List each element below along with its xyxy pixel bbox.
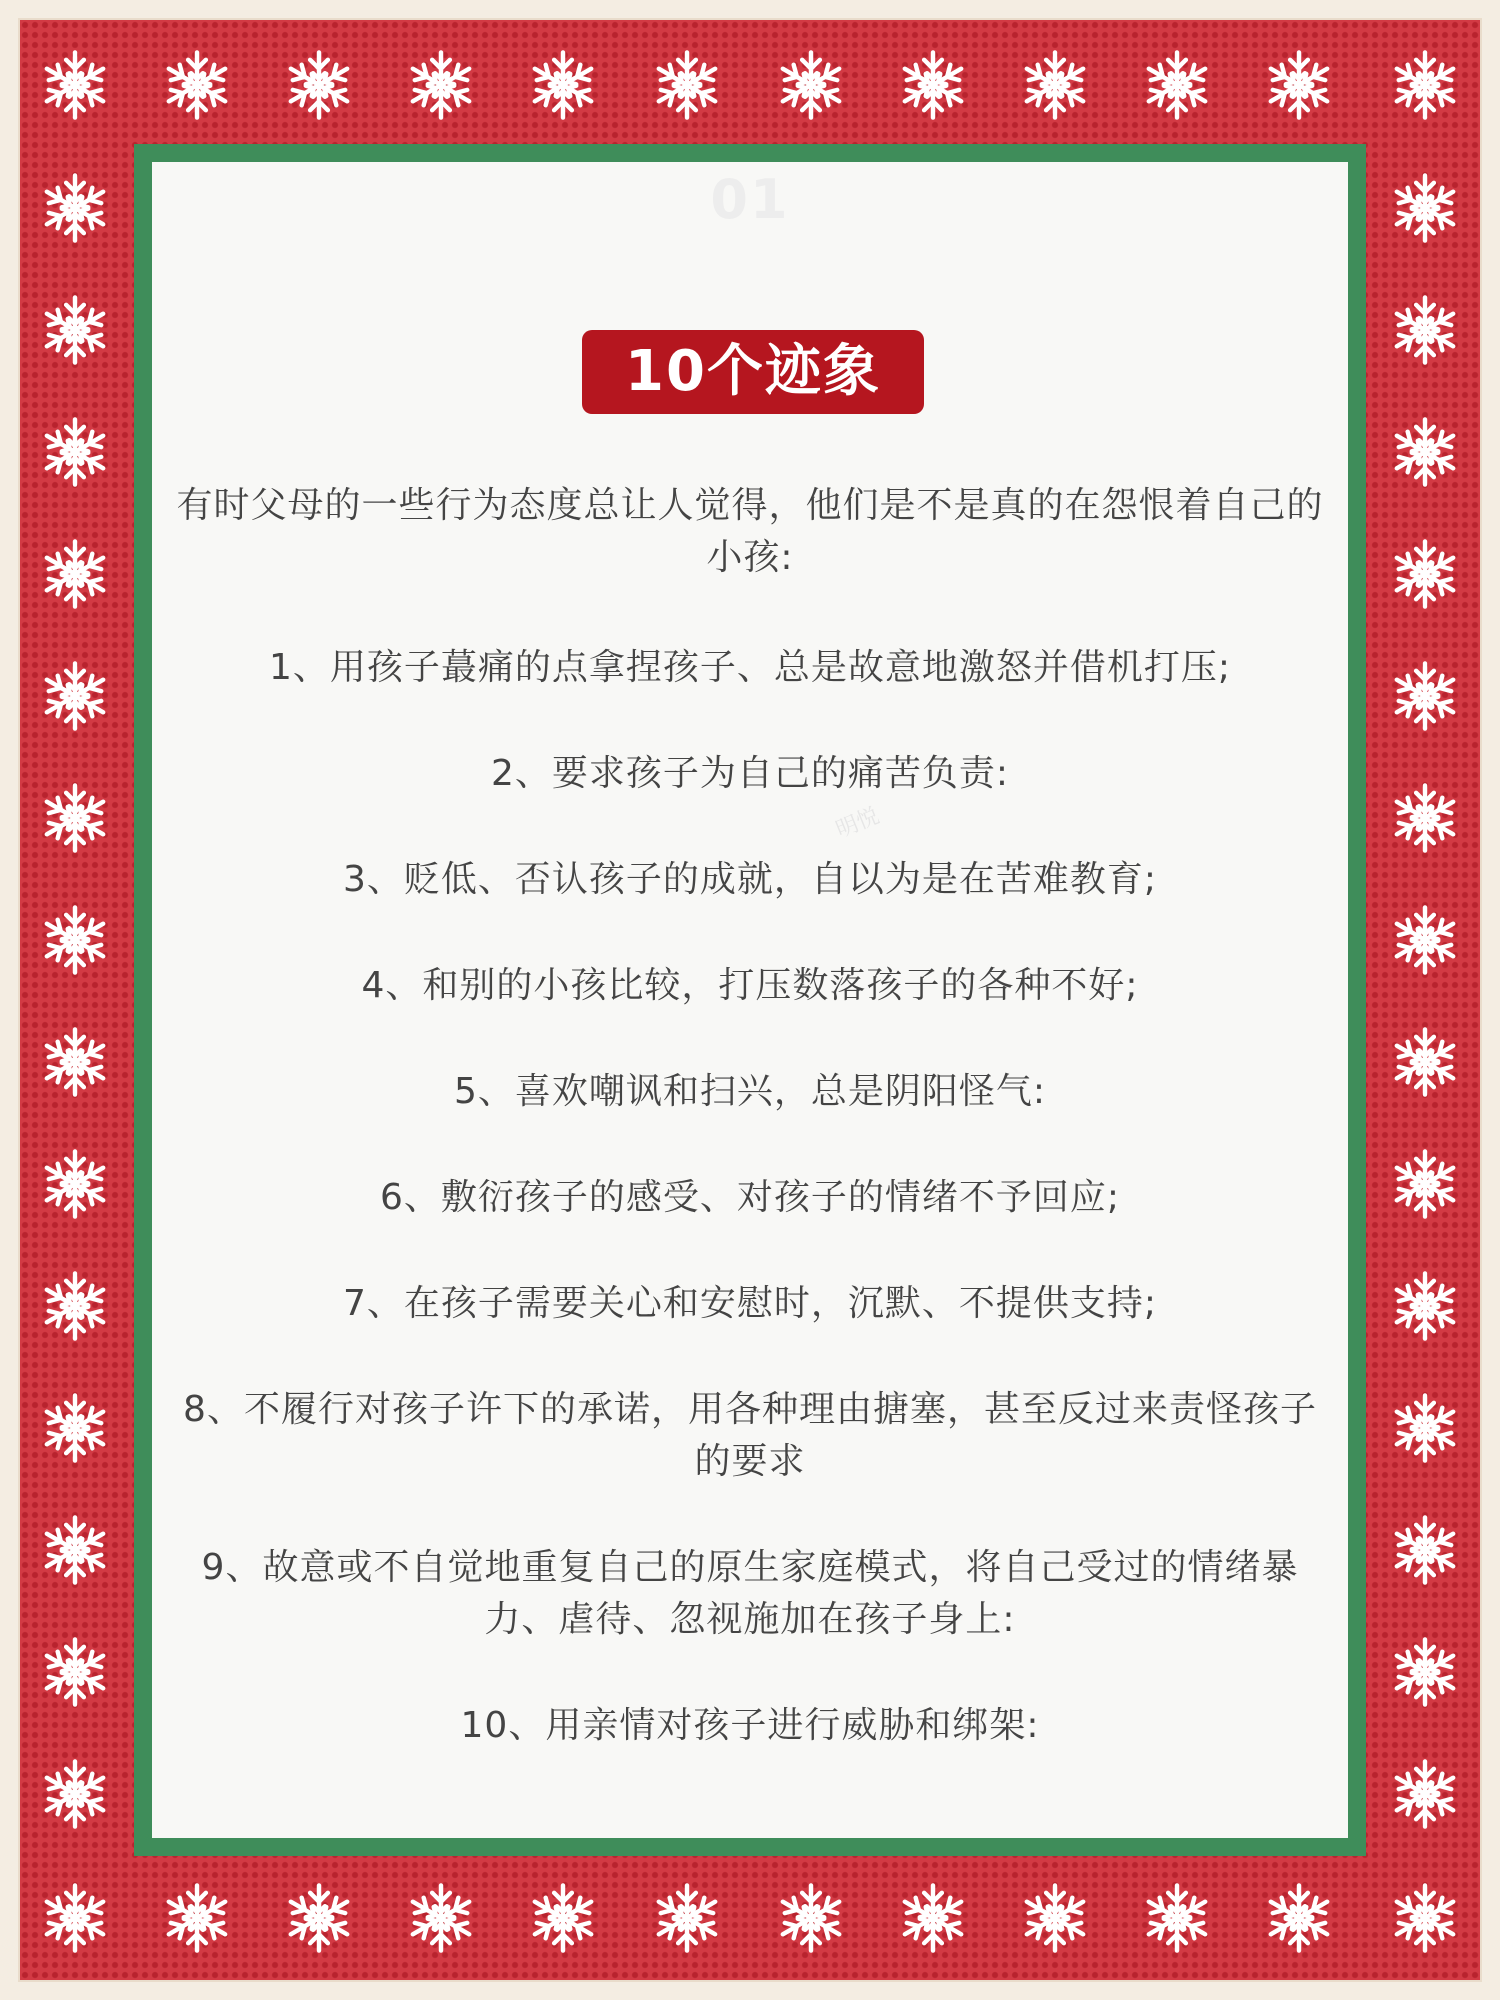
snowflake-icon bbox=[1018, 1881, 1092, 1955]
snowflake-icon bbox=[38, 1025, 112, 1099]
list-item-6: 6、敷衍孩子的感受、对孩子的情绪不予回应; bbox=[379, 1177, 1121, 1218]
snowflake-icon bbox=[896, 48, 970, 122]
snowflake-icon bbox=[38, 415, 112, 489]
snowflake-icon bbox=[526, 1881, 600, 1955]
snowflake-icon bbox=[1018, 48, 1092, 122]
intro-text: 有时父母的一些行为态度总让人觉得，他们是不是真的在怨恨着自己的小孩: bbox=[176, 485, 1324, 578]
list-item-9: 9、故意或不自觉地重复自己的原生家庭模式，将自己受过的情绪暴力、虐待、忽视施加在孩子身上: bbox=[201, 1547, 1299, 1640]
snowflake-icon bbox=[1140, 48, 1214, 122]
snowflake-icon bbox=[404, 48, 478, 122]
snowflake-icon bbox=[38, 1513, 112, 1587]
snowflake-icon bbox=[1388, 171, 1462, 245]
snowflake-icon bbox=[38, 537, 112, 611]
snowflake-icon bbox=[38, 781, 112, 855]
snowflake-icon bbox=[1388, 1635, 1462, 1709]
snowflake-icon bbox=[38, 1269, 112, 1343]
snowflake-icon bbox=[1388, 1881, 1462, 1955]
snowflake-icon bbox=[38, 1757, 112, 1831]
snowflake-icon bbox=[896, 1881, 970, 1955]
snowflake-icon bbox=[282, 1881, 356, 1955]
snowflake-icon bbox=[1388, 781, 1462, 855]
list-item-3: 3、贬低、否认孩子的成就，自以为是在苦难教育; bbox=[342, 859, 1158, 900]
snowflake-icon bbox=[774, 1881, 848, 1955]
snowflake-icon bbox=[38, 293, 112, 367]
list-item-2: 2、要求孩子为自己的痛苦负责: bbox=[490, 753, 1010, 794]
snowflake-icon bbox=[1388, 293, 1462, 367]
snowflake-icon bbox=[1388, 1391, 1462, 1465]
snowflake-icon bbox=[38, 659, 112, 733]
snowflake-icon bbox=[1388, 415, 1462, 489]
snowflake-icon bbox=[1388, 1513, 1462, 1587]
list-item-4: 4、和别的小孩比较，打压数落孩子的各种不好; bbox=[361, 965, 1139, 1006]
snowflake-icon bbox=[650, 48, 724, 122]
list-item-1: 1、用孩子蕞痛的点拿捏孩子、总是故意地激怒并借机打压; bbox=[268, 647, 1232, 688]
snowflake-icon bbox=[1388, 903, 1462, 977]
snowflake-icon bbox=[1388, 1147, 1462, 1221]
snowflake-icon bbox=[160, 1881, 234, 1955]
snowflake-icon bbox=[404, 1881, 478, 1955]
snowflake-icon bbox=[774, 48, 848, 122]
snowflake-icon bbox=[160, 48, 234, 122]
snowflake-icon bbox=[38, 1391, 112, 1465]
snowflake-icon bbox=[1140, 1881, 1214, 1955]
snowflake-icon bbox=[1388, 1269, 1462, 1343]
title-badge: 10个迹象 bbox=[582, 330, 924, 414]
watermark: 明悦 bbox=[832, 803, 883, 844]
snowflake-icon bbox=[38, 1881, 112, 1955]
snowflake-icon bbox=[282, 48, 356, 122]
content-card bbox=[152, 162, 1348, 1838]
snowflake-icon bbox=[38, 1635, 112, 1709]
list-item-7: 7、在孩子需要关心和安慰时，沉默、不提供支持; bbox=[342, 1283, 1158, 1324]
snowflake-icon bbox=[1388, 1757, 1462, 1831]
snowflake-icon bbox=[38, 171, 112, 245]
page-number: 01 bbox=[710, 168, 790, 231]
snowflake-icon bbox=[650, 1881, 724, 1955]
snowflake-icon bbox=[1262, 48, 1336, 122]
list-item-10: 10、用亲情对孩子进行威胁和绑架: bbox=[460, 1705, 1040, 1746]
snowflake-icon bbox=[526, 48, 600, 122]
list-item-8: 8、不履行对孩子许下的承诺，用各种理由搪塞，甚至反过来责怪孩子的要求 bbox=[183, 1389, 1317, 1482]
snowflake-icon bbox=[1388, 537, 1462, 611]
snowflake-icon bbox=[1388, 659, 1462, 733]
snowflake-icon bbox=[38, 1147, 112, 1221]
snowflake-icon bbox=[38, 48, 112, 122]
snowflake-icon bbox=[1388, 48, 1462, 122]
snowflake-icon bbox=[1388, 1025, 1462, 1099]
snowflake-icon bbox=[38, 903, 112, 977]
snowflake-icon bbox=[1262, 1881, 1336, 1955]
list-item-5: 5、喜欢嘲讽和扫兴，总是阴阳怪气: bbox=[453, 1071, 1047, 1112]
